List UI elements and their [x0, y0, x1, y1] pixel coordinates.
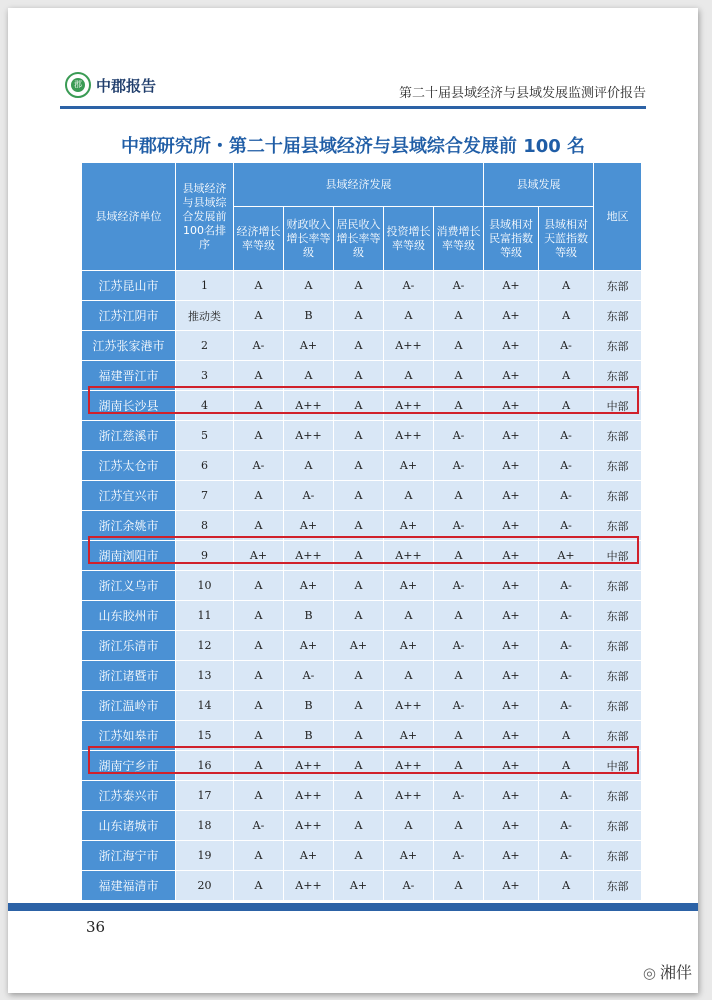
cell-fiscal-growth: B — [284, 691, 334, 721]
cell-consumption-growth: A — [434, 751, 484, 781]
cell-region: 东部 — [594, 721, 642, 751]
cell-economic-growth: A — [234, 421, 284, 451]
cell-rank: 18 — [176, 811, 234, 841]
zhongjun-logo-icon — [65, 72, 91, 98]
cell-region: 东部 — [594, 421, 642, 451]
cell-wealth-index: A+ — [484, 331, 539, 361]
cell-investment-growth: A — [384, 301, 434, 331]
cell-region: 东部 — [594, 871, 642, 901]
cell-consumption-growth: A — [434, 331, 484, 361]
cell-economic-growth: A- — [234, 451, 284, 481]
report-title: 第二十届县域经济与县域发展监测评价报告 — [398, 86, 646, 101]
wechat-icon: ◎ — [642, 964, 656, 982]
cell-unit: 浙江诸暨市 — [82, 661, 176, 691]
cell-fiscal-growth: A++ — [284, 391, 334, 421]
cell-unit: 湖南宁乡市 — [82, 751, 176, 781]
cell-sky-index: A- — [539, 451, 594, 481]
table-row — [82, 751, 642, 781]
cell-investment-growth: A++ — [384, 781, 434, 811]
cell-rank: 7 — [176, 481, 234, 511]
watermark-text: 湘伴 — [659, 963, 692, 982]
cell-wealth-index: A+ — [484, 391, 539, 421]
cell-income-growth: A — [334, 271, 384, 301]
cell-income-growth: A — [334, 391, 384, 421]
table-row — [82, 631, 642, 661]
cell-unit: 江苏昆山市 — [82, 271, 176, 301]
cell-sky-index: A — [539, 721, 594, 751]
cell-investment-growth: A++ — [384, 541, 434, 571]
cell-income-growth: A — [334, 811, 384, 841]
page-header — [8, 60, 698, 110]
cell-unit: 山东胶州市 — [82, 601, 176, 631]
cell-wealth-index: A+ — [484, 451, 539, 481]
cell-rank: 2 — [176, 331, 234, 361]
cell-unit: 浙江乐清市 — [82, 631, 176, 661]
table-row — [82, 451, 642, 481]
watermark — [643, 960, 692, 983]
cell-rank: 11 — [176, 601, 234, 631]
cell-fiscal-growth: A — [284, 361, 334, 391]
cell-economic-growth: A — [234, 721, 284, 751]
cell-fiscal-growth: A++ — [284, 871, 334, 901]
cell-income-growth: A — [334, 781, 384, 811]
cell-income-growth: A — [334, 421, 384, 451]
cell-economic-growth: A — [234, 391, 284, 421]
cell-investment-growth: A — [384, 601, 434, 631]
header-economic-growth: 经济增长率等级 — [234, 207, 284, 271]
table-row — [82, 301, 642, 331]
cell-sky-index: A- — [539, 691, 594, 721]
cell-rank: 14 — [176, 691, 234, 721]
table-row — [82, 571, 642, 601]
cell-economic-growth: A- — [234, 331, 284, 361]
cell-economic-growth: A — [234, 271, 284, 301]
cell-investment-growth: A+ — [384, 721, 434, 751]
cell-sky-index: A- — [539, 811, 594, 841]
cell-consumption-growth: A- — [434, 571, 484, 601]
cell-region: 东部 — [594, 841, 642, 871]
cell-sky-index: A- — [539, 481, 594, 511]
cell-unit: 浙江慈溪市 — [82, 421, 176, 451]
cell-rank: 9 — [176, 541, 234, 571]
cell-unit: 福建福清市 — [82, 871, 176, 901]
brand-name: 中郡报告 — [96, 77, 157, 95]
header-unit: 县域经济单位 — [82, 163, 176, 271]
cell-fiscal-growth: A — [284, 451, 334, 481]
table-row — [82, 541, 642, 571]
cell-region: 东部 — [594, 301, 642, 331]
cell-region: 中部 — [594, 751, 642, 781]
cell-economic-growth: A — [234, 511, 284, 541]
cell-region: 东部 — [594, 811, 642, 841]
cell-economic-growth: A — [234, 631, 284, 661]
cell-wealth-index: A+ — [484, 811, 539, 841]
cell-wealth-index: A+ — [484, 841, 539, 871]
logo-glyph: 郡 — [71, 78, 85, 92]
cell-wealth-index: A+ — [484, 691, 539, 721]
cell-fiscal-growth: B — [284, 721, 334, 751]
cell-investment-growth: A++ — [384, 391, 434, 421]
cell-income-growth: A — [334, 661, 384, 691]
header-investment-growth: 投资增长率等级 — [384, 207, 434, 271]
cell-consumption-growth: A- — [434, 511, 484, 541]
cell-economic-growth: A — [234, 661, 284, 691]
cell-region: 东部 — [594, 451, 642, 481]
cell-income-growth: A — [334, 361, 384, 391]
table-row — [82, 721, 642, 751]
cell-fiscal-growth: B — [284, 301, 334, 331]
cell-unit: 山东诸城市 — [82, 811, 176, 841]
cell-investment-growth: A+ — [384, 571, 434, 601]
cell-fiscal-growth: A+ — [284, 331, 334, 361]
cell-sky-index: A — [539, 751, 594, 781]
cell-rank: 推动类 — [176, 301, 234, 331]
cell-unit: 福建晋江市 — [82, 361, 176, 391]
cell-income-growth: A — [334, 331, 384, 361]
cell-unit: 江苏张家港市 — [82, 331, 176, 361]
cell-wealth-index: A+ — [484, 511, 539, 541]
header-income-growth: 居民收入增长率等级 — [334, 207, 384, 271]
cell-consumption-growth: A- — [434, 691, 484, 721]
cell-economic-growth: A — [234, 751, 284, 781]
cell-sky-index: A — [539, 871, 594, 901]
cell-investment-growth: A — [384, 361, 434, 391]
table-row — [82, 811, 642, 841]
cell-economic-growth: A — [234, 841, 284, 871]
cell-economic-growth: A — [234, 871, 284, 901]
cell-unit: 浙江余姚市 — [82, 511, 176, 541]
cell-sky-index: A- — [539, 511, 594, 541]
cell-rank: 6 — [176, 451, 234, 481]
cell-fiscal-growth: A — [284, 271, 334, 301]
cell-unit: 江苏宜兴市 — [82, 481, 176, 511]
cell-income-growth: A+ — [334, 871, 384, 901]
cell-sky-index: A- — [539, 421, 594, 451]
cell-economic-growth: A — [234, 301, 284, 331]
cell-rank: 16 — [176, 751, 234, 781]
cell-income-growth: A — [334, 511, 384, 541]
cell-fiscal-growth: B — [284, 601, 334, 631]
table-row — [82, 481, 642, 511]
table-row — [82, 361, 642, 391]
header-rank: 县域经济与县域综合发展前100名排序 — [176, 163, 234, 271]
cell-wealth-index: A+ — [484, 751, 539, 781]
cell-economic-growth: A- — [234, 811, 284, 841]
cell-rank: 15 — [176, 721, 234, 751]
cell-unit: 江苏泰兴市 — [82, 781, 176, 811]
cell-investment-growth: A+ — [384, 451, 434, 481]
cell-income-growth: A — [334, 541, 384, 571]
cell-consumption-growth: A- — [434, 451, 484, 481]
cell-fiscal-growth: A+ — [284, 511, 334, 541]
cell-sky-index: A- — [539, 631, 594, 661]
page-number: 36 — [86, 918, 106, 936]
header-region: 地区 — [594, 163, 642, 271]
table-title: 中郡研究所・第二十届县域经济与县域综合发展前 100 名 — [120, 136, 586, 157]
cell-consumption-growth: A — [434, 871, 484, 901]
ranking-table — [81, 162, 642, 901]
cell-sky-index: A — [539, 301, 594, 331]
cell-region: 东部 — [594, 601, 642, 631]
cell-rank: 8 — [176, 511, 234, 541]
cell-investment-growth: A++ — [384, 751, 434, 781]
cell-economic-growth: A — [234, 571, 284, 601]
cell-fiscal-growth: A++ — [284, 751, 334, 781]
cell-region: 中部 — [594, 541, 642, 571]
table-row — [82, 691, 642, 721]
cell-consumption-growth: A- — [434, 631, 484, 661]
cell-income-growth: A — [334, 751, 384, 781]
table-row — [82, 781, 642, 811]
cell-rank: 12 — [176, 631, 234, 661]
cell-economic-growth: A — [234, 481, 284, 511]
cell-investment-growth: A+ — [384, 841, 434, 871]
table-row — [82, 871, 642, 901]
cell-unit: 浙江义乌市 — [82, 571, 176, 601]
cell-consumption-growth: A — [434, 601, 484, 631]
cell-sky-index: A — [539, 271, 594, 301]
cell-fiscal-growth: A- — [284, 661, 334, 691]
cell-investment-growth: A — [384, 661, 434, 691]
cell-income-growth: A — [334, 301, 384, 331]
cell-unit: 湖南浏阳市 — [82, 541, 176, 571]
cell-wealth-index: A+ — [484, 571, 539, 601]
cell-rank: 17 — [176, 781, 234, 811]
header-fiscal-growth: 财政收入增长率等级 — [284, 207, 334, 271]
cell-unit: 江苏江阴市 — [82, 301, 176, 331]
cell-sky-index: A- — [539, 781, 594, 811]
cell-unit: 浙江温岭市 — [82, 691, 176, 721]
cell-sky-index: A — [539, 361, 594, 391]
cell-rank: 5 — [176, 421, 234, 451]
cell-economic-growth: A — [234, 601, 284, 631]
cell-rank: 19 — [176, 841, 234, 871]
cell-investment-growth: A++ — [384, 421, 434, 451]
header-divider — [60, 106, 646, 109]
cell-consumption-growth: A- — [434, 271, 484, 301]
cell-unit: 湖南长沙县 — [82, 391, 176, 421]
cell-region: 东部 — [594, 571, 642, 601]
cell-wealth-index: A+ — [484, 481, 539, 511]
report-page — [8, 8, 698, 993]
cell-rank: 4 — [176, 391, 234, 421]
cell-consumption-growth: A- — [434, 421, 484, 451]
table-row — [82, 421, 642, 451]
table-row — [82, 391, 642, 421]
cell-unit: 江苏太仓市 — [82, 451, 176, 481]
cell-economic-growth: A — [234, 691, 284, 721]
cell-fiscal-growth: A++ — [284, 811, 334, 841]
cell-income-growth: A — [334, 571, 384, 601]
header-sky-index: 县域相对天蓝指数等级 — [539, 207, 594, 271]
cell-fiscal-growth: A+ — [284, 631, 334, 661]
cell-wealth-index: A+ — [484, 871, 539, 901]
cell-wealth-index: A+ — [484, 601, 539, 631]
cell-unit: 江苏如皋市 — [82, 721, 176, 751]
cell-consumption-growth: A — [434, 361, 484, 391]
header-group-economy: 县域经济发展 — [234, 163, 484, 207]
cell-sky-index: A+ — [539, 541, 594, 571]
table-row — [82, 511, 642, 541]
table-row — [82, 841, 642, 871]
cell-economic-growth: A+ — [234, 541, 284, 571]
cell-sky-index: A- — [539, 571, 594, 601]
cell-region: 东部 — [594, 691, 642, 721]
cell-wealth-index: A+ — [484, 541, 539, 571]
cell-wealth-index: A+ — [484, 361, 539, 391]
cell-income-growth: A+ — [334, 631, 384, 661]
table-row — [82, 601, 642, 631]
cell-wealth-index: A+ — [484, 301, 539, 331]
cell-unit: 浙江海宁市 — [82, 841, 176, 871]
cell-investment-growth: A- — [384, 271, 434, 301]
cell-income-growth: A — [334, 841, 384, 871]
cell-wealth-index: A+ — [484, 661, 539, 691]
table-row — [82, 661, 642, 691]
table-row — [82, 271, 642, 301]
cell-investment-growth: A — [384, 811, 434, 841]
cell-region: 东部 — [594, 511, 642, 541]
cell-region: 东部 — [594, 661, 642, 691]
cell-fiscal-growth: A- — [284, 481, 334, 511]
cell-consumption-growth: A — [434, 721, 484, 751]
header-consumption-growth: 消费增长率等级 — [434, 207, 484, 271]
cell-economic-growth: A — [234, 781, 284, 811]
cell-income-growth: A — [334, 721, 384, 751]
cell-investment-growth: A++ — [384, 691, 434, 721]
cell-rank: 10 — [176, 571, 234, 601]
cell-region: 东部 — [594, 331, 642, 361]
cell-rank: 3 — [176, 361, 234, 391]
cell-region: 东部 — [594, 781, 642, 811]
cell-rank: 13 — [176, 661, 234, 691]
cell-consumption-growth: A — [434, 391, 484, 421]
header-wealth-index: 县域相对民富指数等级 — [484, 207, 539, 271]
table-row — [82, 331, 642, 361]
cell-wealth-index: A+ — [484, 421, 539, 451]
cell-consumption-growth: A — [434, 661, 484, 691]
cell-sky-index: A- — [539, 601, 594, 631]
header-group-development: 县域发展 — [484, 163, 594, 207]
cell-wealth-index: A+ — [484, 721, 539, 751]
cell-investment-growth: A+ — [384, 631, 434, 661]
cell-region: 东部 — [594, 271, 642, 301]
cell-fiscal-growth: A++ — [284, 541, 334, 571]
cell-consumption-growth: A- — [434, 781, 484, 811]
cell-region: 中部 — [594, 391, 642, 421]
cell-fiscal-growth: A++ — [284, 421, 334, 451]
cell-income-growth: A — [334, 481, 384, 511]
cell-fiscal-growth: A+ — [284, 841, 334, 871]
cell-consumption-growth: A — [434, 811, 484, 841]
cell-fiscal-growth: A+ — [284, 571, 334, 601]
cell-rank: 1 — [176, 271, 234, 301]
cell-income-growth: A — [334, 451, 384, 481]
cell-investment-growth: A++ — [384, 331, 434, 361]
cell-sky-index: A — [539, 391, 594, 421]
cell-region: 东部 — [594, 631, 642, 661]
cell-sky-index: A- — [539, 331, 594, 361]
cell-consumption-growth: A — [434, 481, 484, 511]
cell-consumption-growth: A — [434, 301, 484, 331]
footer-divider — [8, 903, 698, 911]
cell-consumption-growth: A- — [434, 841, 484, 871]
cell-wealth-index: A+ — [484, 631, 539, 661]
cell-sky-index: A- — [539, 661, 594, 691]
cell-income-growth: A — [334, 691, 384, 721]
cell-economic-growth: A — [234, 361, 284, 391]
cell-wealth-index: A+ — [484, 271, 539, 301]
cell-investment-growth: A — [384, 481, 434, 511]
cell-investment-growth: A- — [384, 871, 434, 901]
cell-investment-growth: A+ — [384, 511, 434, 541]
cell-region: 东部 — [594, 481, 642, 511]
cell-region: 东部 — [594, 361, 642, 391]
cell-rank: 20 — [176, 871, 234, 901]
cell-sky-index: A- — [539, 841, 594, 871]
cell-income-growth: A — [334, 601, 384, 631]
cell-fiscal-growth: A++ — [284, 781, 334, 811]
cell-consumption-growth: A — [434, 541, 484, 571]
cell-wealth-index: A+ — [484, 781, 539, 811]
